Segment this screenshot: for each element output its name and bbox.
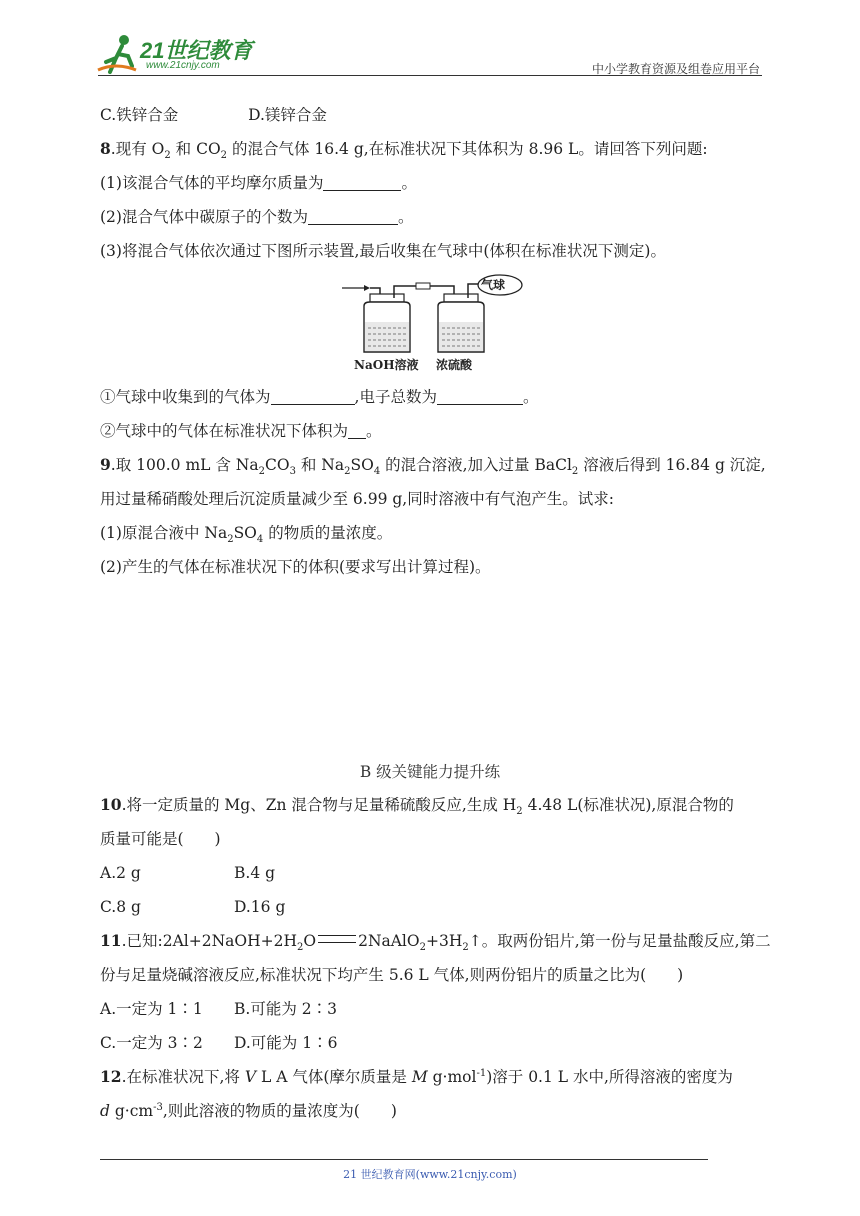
q7-option-c: C.铁锌合金 [100,106,179,124]
q7-option-d: D.镁锌合金 [248,106,327,124]
q10-option-a[interactable]: A.2 g [100,864,141,882]
q8-part3: (3)将混合气体依次通过下图所示装置,最后收集在气球中(体积在标准状况下测定)。 [100,242,666,260]
q11-option-b[interactable]: B.可能为 2∶3 [234,1000,337,1018]
q10-option-c[interactable]: C.8 g [100,898,141,916]
q9-stem-line1: 9.取 100.0 mL 含 $Na_2CO_3$ 和 $Na_2SO_4$ 的混合溶液,加入过量 BaCl$_2$ 溶液后得到 16.84 g 沉淀, [100,455,766,478]
q8-sub2: ②气球中的气体在标准状况下体积为 。 [100,422,382,440]
header-platform-text: 中小学教育资源及组卷应用平台 [591,62,760,76]
header-divider [98,75,762,76]
answer-blank[interactable] [437,388,523,405]
apparatus-figure [340,272,540,376]
q8-part1: (1)该混合气体的平均摩尔质量为 。 [100,174,417,192]
bottle1-label: NaOH溶液 [354,358,419,372]
q11-option-d[interactable]: D.可能为 1∶6 [234,1034,338,1052]
q8-stem: 8.现有 $O_2$ 和 $CO_2$ 的混合气体 16.4 g,在标准状况下其体积为 8.96 L。请回答下列问题: [100,139,708,162]
balloon-label: 气球 [481,278,506,292]
q8-sub1: ①气球中收集到的气体为 ,电子总数为 。 [100,388,539,406]
q11-options-cd [100,1032,337,1054]
q11-option-a[interactable]: A.一定为 1∶1 [100,1000,203,1018]
footer-link[interactable]: 21 世纪教育网(www.21cnjy.com) [343,1168,517,1181]
answer-blank[interactable] [308,208,398,225]
q9-part2: (2)产生的气体在标准状况下的体积(要求写出计算过程)。 [100,558,491,576]
q11-stem-line2: 份与足量烧碱溶液反应,标准状况下均产生 5.6 L 气体,则两份铝片的质量之比为( ) [100,966,684,984]
footer-divider [100,1159,708,1160]
equals-sign [318,935,356,943]
answer-blank[interactable] [271,388,355,405]
logo-text: 21世纪教育 [140,38,253,63]
q10-options-ab [100,862,275,884]
q12-stem-line1: 12.在标准状况下,将 V L A 气体(摩尔质量是 M g·mol$^{-1}$)溶于 0.1 L 水中,所得溶液的密度为 [100,1067,733,1086]
q10-option-d[interactable]: D.16 g [234,898,286,916]
site-logo [96,32,276,76]
q10-stem-line1: 10.将一定质量的 Mg、Zn 混合物与足量稀硫酸反应,生成 $H_2$ 4.48 L(标准状况),原混合物的 [100,795,734,818]
q7-options [100,104,327,126]
q11-option-c[interactable]: C.一定为 3∶2 [100,1034,203,1052]
section-title: B 级关键能力提升练 [359,763,501,781]
q12-stem-line2: d $g\cdot cm^{-3}$,则此溶液的物质的量浓度为( ) [100,1101,397,1120]
q10-stem-line2: 质量可能是( ) [100,830,221,848]
logo-url: www.21cnjy.com [146,60,220,71]
bottle2-label: 浓硫酸 [436,358,473,372]
q10-options-cd [100,896,285,918]
answer-blank[interactable] [323,174,401,191]
q8-part2: (2)混合气体中碳原子的个数为 。 [100,208,414,226]
q9-stem-line2: 用过量稀硝酸处理后沉淀质量减少至 6.99 g,同时溶液中有气泡产生。试求: [100,490,614,508]
q11-options-ab [100,998,337,1020]
q9-part1: (1)原混合液中 $Na_2SO_4$ 的物质的量浓度。 [100,524,393,546]
answer-blank[interactable] [348,422,366,439]
q10-option-b[interactable]: B.4 g [234,864,276,882]
runner-logo-icon [96,32,140,76]
q11-stem-line1: 11.已知$:2Al+2NaOH+2H_2O$ $2NaAlO_2+3H_2↑$。取两份铝片,第一份与足量盐酸反应,第二 [100,931,771,954]
